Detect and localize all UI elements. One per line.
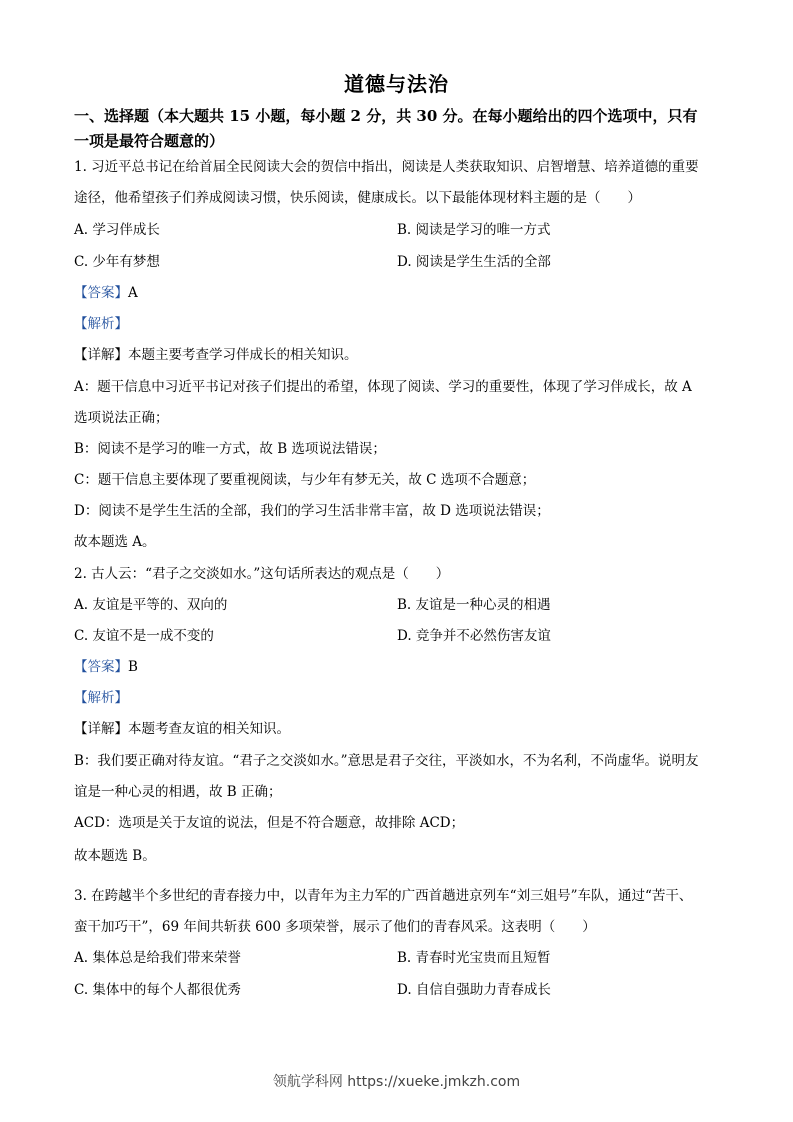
q3-option-b: B. 青春时光宝贵而且短暂	[397, 950, 551, 966]
section-heading	[74, 104, 724, 154]
q1-analysis-tag: 【解析】	[74, 316, 128, 332]
section-heading-line-2: 一项是最符合题意的）	[74, 132, 225, 150]
q1-answer	[74, 283, 724, 303]
q3-stem-line-1: 3. 在跨越半个多世纪的青春接力中，以青年为主力军的广西首趟进京列车“刘三姐号”车队，通过“苦干、	[74, 888, 693, 904]
q2-explanation-acd: ACD：选项是关于友谊的说法，但是不符合题意，故排除 ACD；	[74, 815, 465, 831]
q2-detail	[74, 719, 724, 739]
footer-watermark: 领航学科网 https://xueke.jmkzh.com	[272, 1074, 521, 1090]
q1-conclusion: 故本题选 A。	[74, 534, 156, 550]
q2-explanation-b-line-2: 谊是一种心灵的相遇，故 B 正确；	[74, 784, 282, 800]
q1-option-a: A. 学习伴成长	[74, 222, 160, 238]
q2-analysis-tag: 【解析】	[74, 690, 128, 706]
q1-stem-line-2: 途径，他希望孩子们养成阅读习惯，快乐阅读，健康成长。以下最能体现材料主题的是（ ）	[74, 190, 641, 206]
q3-option-c: C. 集体中的每个人都很优秀	[74, 982, 241, 998]
answer-tag: 【答案】	[74, 659, 128, 675]
page-title: 道德与法治	[344, 72, 449, 96]
q1-explanation-a-line-2: 选项说法正确；	[74, 410, 169, 426]
q3-stem-line-2: 蛮干加巧干”，69 年间共斩获 600 多项荣誉，展示了他们的青春风采。这表明（ ）	[74, 919, 596, 935]
q2-option-c: C. 友谊不是一成不变的	[74, 628, 214, 644]
q2-explanation-b-line-1: B：我们要正确对待友谊。“君子之交淡如水。”意思是君子交往，平淡如水，不为名利，不尚虚华。说明友	[74, 753, 699, 769]
q1-stem-line-1: 1. 习近平总书记在给首届全民阅读大会的贺信中指出，阅读是人类获取知识、启智增慧、培养道德的重要	[74, 159, 699, 175]
q2-option-d: D. 竞争并不必然伤害友谊	[397, 628, 551, 644]
q1-option-b: B. 阅读是学习的唯一方式	[397, 222, 551, 238]
q1-detail	[74, 345, 724, 365]
detail-text: 本题主要考查学习伴成长的相关知识。	[128, 347, 358, 363]
q1-option-d: D. 阅读是学生生活的全部	[397, 254, 551, 270]
q3-option-d: D. 自信自强助力青春成长	[397, 982, 551, 998]
q2-conclusion: 故本题选 B。	[74, 848, 156, 864]
detail-tag: 【详解】	[74, 721, 128, 737]
q1-option-c: C. 少年有梦想	[74, 254, 160, 270]
answer-value: B	[128, 659, 138, 675]
answer-value: A	[128, 285, 138, 301]
q2-option-a: A. 友谊是平等的、双向的	[74, 597, 228, 613]
q1-explanation-c: C：题干信息主要体现了要重视阅读，与少年有梦无关，故 C 选项不合题意；	[74, 472, 536, 488]
q2-stem: 2. 古人云：“君子之交淡如水。”这句话所表达的观点是（ ）	[74, 566, 450, 582]
q1-explanation-a-line-1: A：题干信息中习近平书记对孩子们提出的希望，体现了阅读、学习的重要性，体现了学习伴成长，故 A	[74, 379, 692, 395]
q2-answer	[74, 657, 724, 677]
detail-text: 本题考查友谊的相关知识。	[128, 721, 290, 737]
q1-explanation-b: B：阅读不是学习的唯一方式，故 B 选项说法错误；	[74, 441, 386, 457]
section-heading-line-1: 一、选择题（本大题共 15 小题，每小题 2 分，共 30 分。在每小题给出的四个选项中，只有	[74, 107, 698, 125]
answer-tag: 【答案】	[74, 285, 128, 301]
q3-option-a: A. 集体总是给我们带来荣誉	[74, 950, 241, 966]
q1-explanation-d: D：阅读不是学生生活的全部，我们的学习生活非常丰富，故 D 选项说法错误；	[74, 503, 550, 519]
q2-option-b: B. 友谊是一种心灵的相遇	[397, 597, 551, 613]
detail-tag: 【详解】	[74, 347, 128, 363]
